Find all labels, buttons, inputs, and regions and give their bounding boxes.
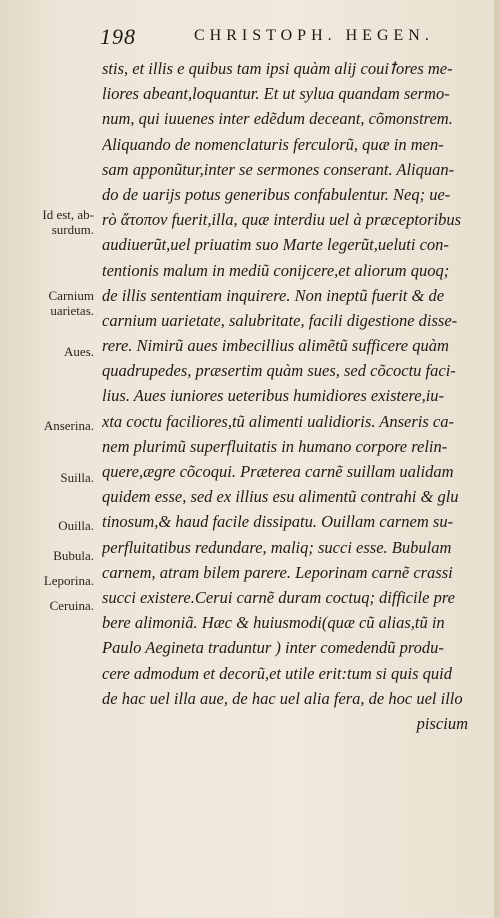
text-line: audiuerũt,uel priuatim suo Marte legerũt,ueluti con- bbox=[102, 235, 449, 255]
text-line: de illis sententiam inquirere. Non ineptũ fuerit & de bbox=[102, 285, 445, 305]
text-line: rere. Nimirũ aues imbecillius alimẽtũ sufficere quàm bbox=[102, 336, 449, 356]
margin-note-bubula: Bubula. bbox=[53, 548, 94, 563]
catchword: piscium bbox=[416, 713, 468, 733]
margin-note-aues: Aues. bbox=[64, 344, 94, 359]
margin-note-anserina: Anserina. bbox=[43, 418, 94, 433]
margin-note-absurdum: Id est, ab-surdum. bbox=[42, 207, 94, 237]
page-number: 198 bbox=[100, 24, 136, 49]
text-line: stis, et illis e quibus tam ipsi quàm alij couiꝉores me- bbox=[102, 59, 453, 78]
text-line: nem plurimũ superfluitatis in humano corpore relin- bbox=[102, 436, 448, 456]
text-line: xta coctu faciliores,tũ alimenti ualidioris. Anseris ca- bbox=[102, 411, 454, 431]
running-head: CHRISTOPH. HEGEN. bbox=[194, 27, 434, 44]
text-line: succi existere.Cerui carnẽ duram coctuq; difficile pre bbox=[102, 587, 455, 607]
text-line: sam apponũtur,inter se sermones conserant. Aliquan- bbox=[102, 159, 455, 179]
text-line: tentionis malum in mediũ conijcere,et aliorum quoq; bbox=[102, 260, 450, 280]
text-line: perfluitatibus redundare, maliq; succi esse. Bubulam bbox=[102, 537, 452, 557]
margin-note-ceruina: Ceruina. bbox=[49, 598, 94, 613]
text-line: carnem, atram bilem parere. Leporinam carnẽ crassi bbox=[102, 562, 453, 582]
text-line: de hac uel illa aue, de hac uel alia fera, de hoc uel illo bbox=[102, 688, 463, 708]
body-text bbox=[102, 56, 472, 736]
text-line: liores abeant,loquantur. Et ut sylua quandam sermo- bbox=[102, 84, 450, 104]
text-line: carnium uarietate, salubritate, facili digestione disse- bbox=[102, 310, 458, 330]
margin-note-carnium-uarietas: Carnium uarietas. bbox=[48, 288, 94, 318]
text-line: tinosum,& haud facile dissipatu. Ouillam carnem su- bbox=[102, 512, 454, 532]
text-line: Aliquando de nomenclaturis ferculorũ, quæ in men- bbox=[102, 134, 444, 154]
margin-note-leporina: Leporina. bbox=[43, 573, 94, 588]
text-line: cere admodum et decorũ,et utile erit:tum si quis quid bbox=[102, 663, 452, 683]
text-line: quadrupedes, præsertim quàm sues, sed cõcoctu faci- bbox=[102, 361, 456, 381]
page-edge bbox=[494, 0, 500, 918]
text-line: quere,ægre cõcoqui. Præterea carnẽ suillam ualidam bbox=[102, 462, 454, 481]
text-line: rò ἄτοπον fuerit,illa, quæ interdiu uel à præceptoribus bbox=[102, 210, 462, 230]
margin-note-ouilla: Ouilla. bbox=[58, 518, 94, 533]
page-header bbox=[100, 24, 480, 50]
text-line: lius. Aues iuniores ueteribus humidiores existere,iu- bbox=[102, 386, 445, 406]
margin-note-suilla: Suilla. bbox=[60, 470, 94, 485]
text-line: Paulo Aegineta traduntur ) inter comedendũ produ- bbox=[102, 638, 444, 658]
text-line: quidem esse, sed ex illius esu alimentũ contrahi & glu bbox=[102, 487, 459, 507]
text-line: num, qui iuuenes inter edẽdum deceant, cõmonstrem. bbox=[102, 109, 453, 129]
text-line: bere alimoniã. Hæc & huiusmodi(quæ cũ alias,tũ in bbox=[102, 613, 445, 633]
text-line: do de uarijs potus generibus confabulentur. Neq; ue- bbox=[102, 184, 451, 204]
